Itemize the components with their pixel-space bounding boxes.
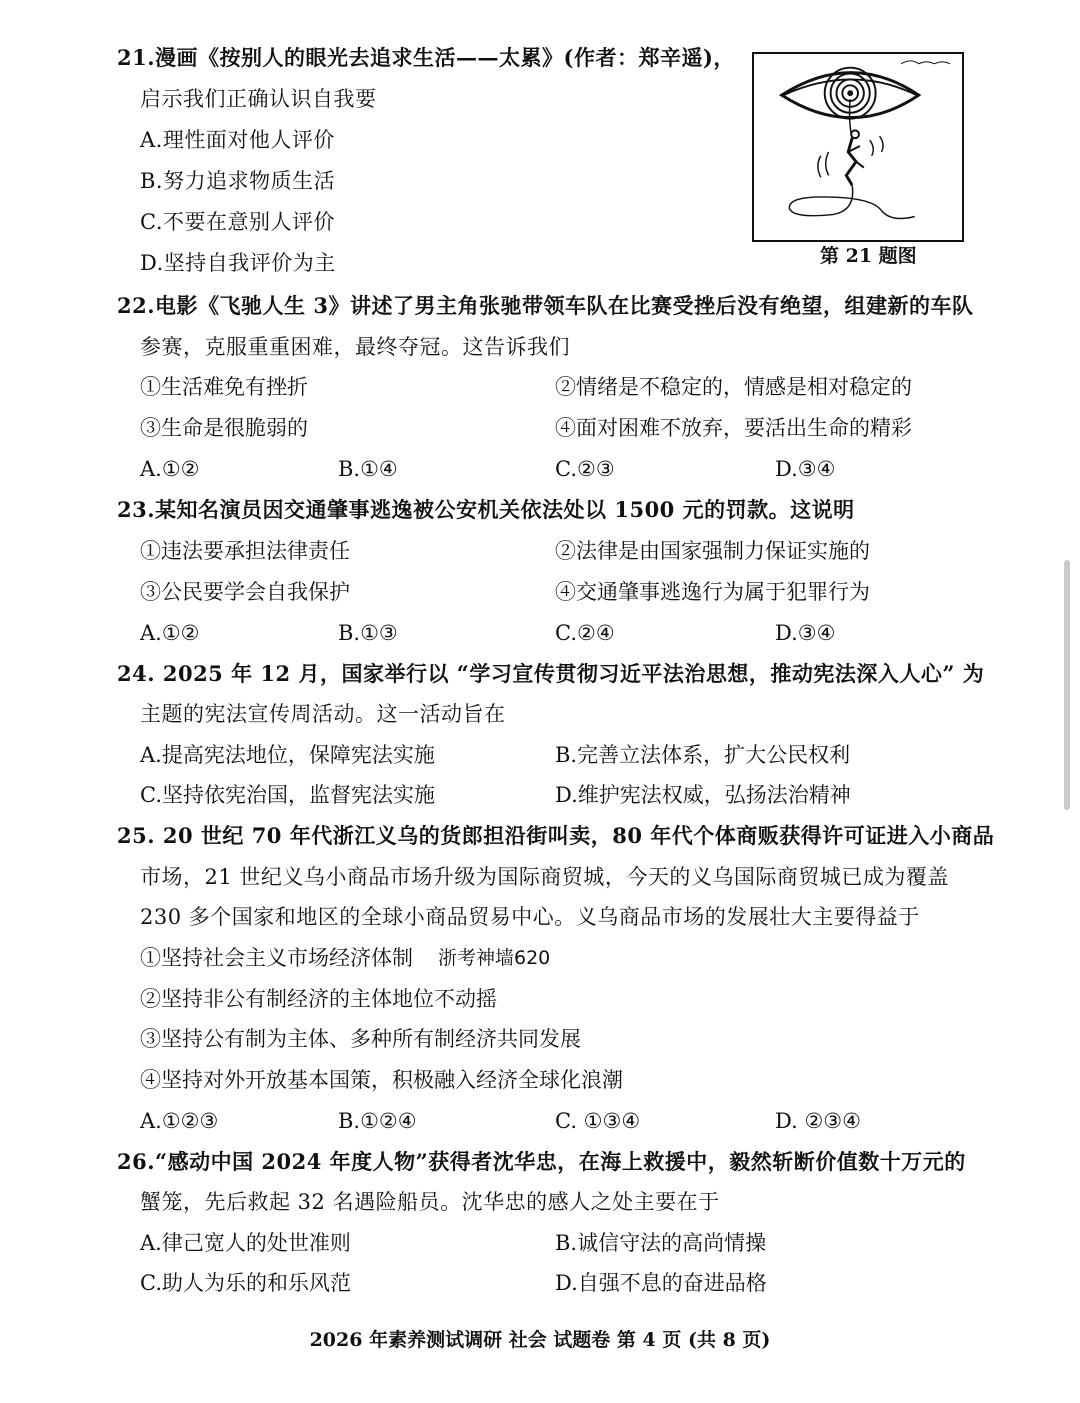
q23-statement-3: ③公民要学会自我保护 [140,580,350,604]
q21-option-a: A.理性面对他人评价 [140,128,335,152]
q22-stem-line1: 22.电影《飞驰人生 3》讲述了男主角张驰带领车队在比赛受挫后没有绝望，组建新的车队 [117,293,974,318]
q23-statement-2: ②法律是由国家强制力保证实施的 [555,539,870,563]
q23-statement-1: ①违法要承担法律责任 [140,539,350,563]
q22-option-c: C.②③ [555,457,615,481]
q21-option-c: C.不要在意别人评价 [140,210,335,234]
q24-option-a: A.提高宪法地位，保障宪法实施 [140,743,435,767]
q23-stem-line1: 23.某知名演员因交通肇事逃逸被公安机关依法处以 1500 元的罚款。这说明 [117,497,855,522]
q21-stem-line1: 21.漫画《按别人的眼光去追求生活——太累》(作者：郑辛遥)， [117,45,735,70]
q24-stem-line1: 24. 2025 年 12 月，国家举行以 “学习宣传贯彻习近平法治思想，推动宪法深入人心” 为 [117,661,985,686]
q21-option-b: B.努力追求物质生活 [140,169,336,193]
q22-statement-1: ①生活难免有挫折 [140,375,308,399]
q22-option-a: A.①② [140,457,200,481]
q25-option-c: C. ①③④ [555,1109,641,1133]
q26-option-b: B.诚信守法的高尚情操 [555,1231,767,1255]
q23-statement-4: ④交通肇事逃逸行为属于犯罪行为 [555,580,870,604]
q24-option-b: B.完善立法体系，扩大公民权利 [555,743,851,767]
q21-option-d: D.坚持自我评价为主 [140,251,336,275]
q23-option-d: D.③④ [775,621,836,645]
q22-option-b: B.①④ [338,457,398,481]
q22-stem-line2: 参赛，克服重重困难，最终夺冠。这告诉我们 [140,335,570,359]
q22-statement-3: ③生命是很脆弱的 [140,416,308,440]
q25-statement-2: ②坚持非公有制经济的主体地位不动摇 [140,987,497,1011]
q25-option-a: A.①②③ [140,1109,219,1133]
q26-stem-line2: 蟹笼，先后救起 32 名遇险船员。沈华忠的感人之处主要在于 [140,1190,720,1214]
page-footer: 2026 年素养测试调研 社会 试题卷 第 4 页 (共 8 页) [309,1329,771,1351]
q23-option-c: C.②④ [555,621,615,645]
eye-cartoon-illustration [754,54,962,240]
q21-cartoon-figure [752,52,964,242]
q22-statement-4: ④面对困难不放弃，要活出生命的精彩 [555,416,912,440]
q21-figure-caption: 第 21 题图 [820,245,917,267]
q26-option-c: C.助人为乐的和乐风范 [140,1271,351,1295]
q25-statement-3: ③坚持公有制为主体、多种所有制经济共同发展 [140,1027,581,1051]
q26-option-a: A.律己宽人的处世准则 [140,1231,351,1255]
q22-option-d: D.③④ [775,457,836,481]
q25-stem-line3: 230 多个国家和地区的全球小商品贸易中心。义乌商品市场的发展壮大主要得益于 [140,905,920,929]
q22-statement-2: ②情绪是不稳定的，情感是相对稳定的 [555,375,912,399]
q25-stem-line1: 25. 20 世纪 70 年代浙江义乌的货郎担沿街叫卖，80 年代个体商贩获得许可证进入小商品 [117,823,995,848]
q25-statement-4: ④坚持对外开放基本国策，积极融入经济全球化浪潮 [140,1068,623,1092]
q26-stem-line1: 26.“感动中国 2024 年度人物”获得者沈华忠，在海上救援中，毅然斩断价值数十万元的 [117,1149,966,1174]
q21-stem-line2: 启示我们正确认识自我要 [140,87,377,111]
q25-stem-line2: 市场，21 世纪义乌小商品市场升级为国际商贸城，今天的义乌国际商贸城已成为覆盖 [140,865,949,889]
scrollbar-thumb[interactable] [1064,560,1070,810]
q23-option-b: B.①③ [338,621,398,645]
q23-option-a: A.①② [140,621,200,645]
watermark-text: 浙考神墙620 [438,947,551,969]
q24-option-c: C.坚持依宪治国，监督宪法实施 [140,783,435,807]
q24-option-d: D.维护宪法权威，弘扬法治精神 [555,783,851,807]
q25-statement-1: ①坚持社会主义市场经济体制 [140,946,413,970]
q24-stem-line2: 主题的宪法宣传周活动。这一活动旨在 [140,702,506,726]
q25-option-d: D. ②③④ [775,1109,861,1133]
q25-option-b: B.①②④ [338,1109,417,1133]
q26-option-d: D.自强不息的奋进品格 [555,1271,767,1295]
